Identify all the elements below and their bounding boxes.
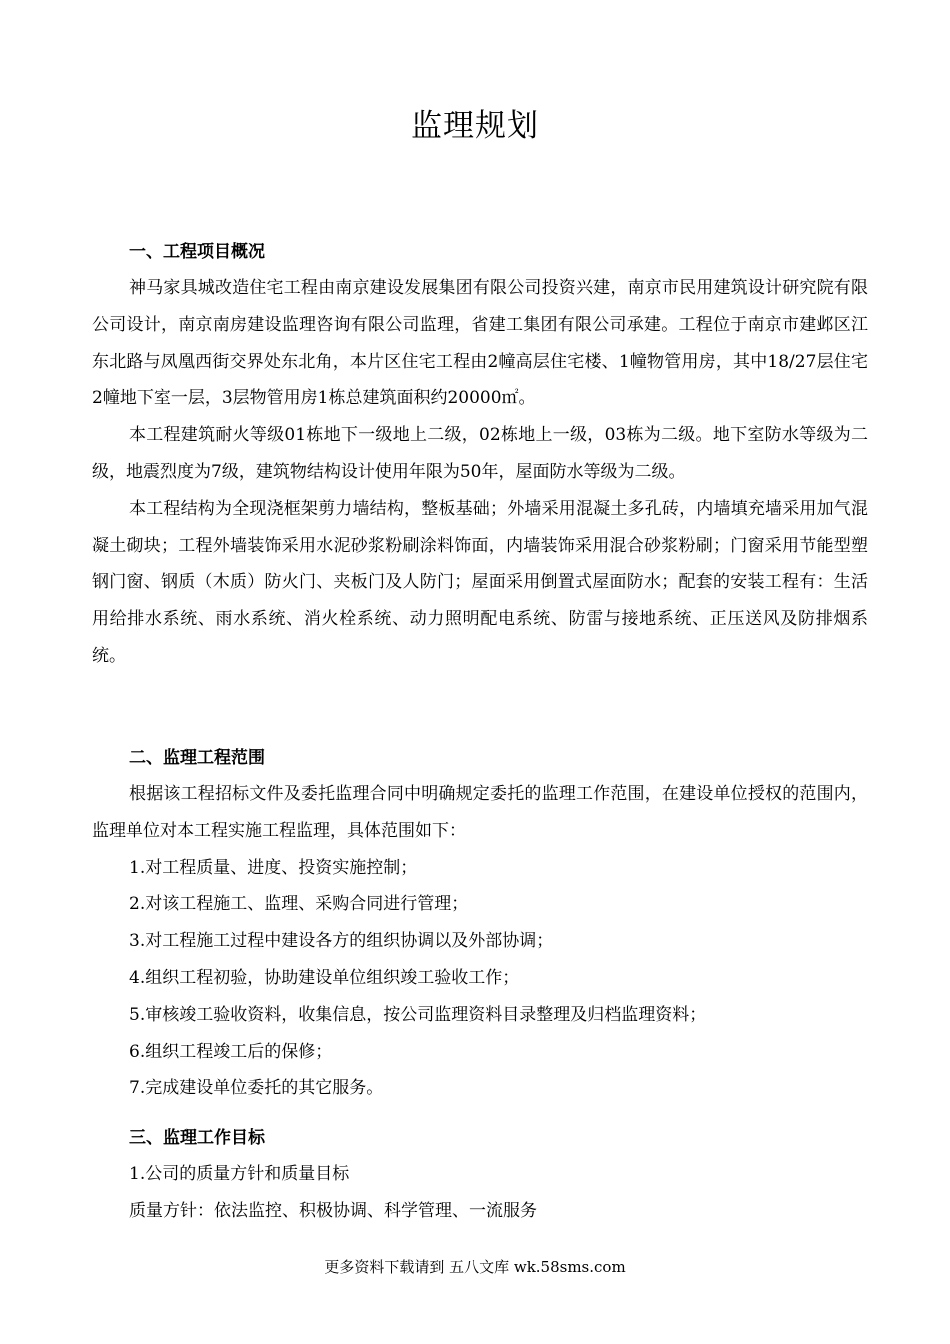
page-title: 监理规划: [411, 108, 539, 144]
paragraph: 根据该工程招标文件及委托监理合同中明确规定委托的监理工作范围，在建设单位授权的范围内，监理单位对本工程实施工程监理，具体范围如下：: [92, 784, 868, 841]
section-heading: 二、监理工程范围: [129, 748, 265, 768]
list-item: 4.组织工程初验，协助建设单位组织竣工验收工作；: [129, 967, 520, 988]
section-project-overview: [92, 234, 868, 675]
list-item: 2.对该工程施工、监理、采购合同进行管理；: [129, 894, 469, 915]
paragraph: 本工程建筑耐火等级01栋地下一级地上二级，02栋地上一级，03栋为二级。地下室防水等级为二级，地震烈度为7级，建筑物结构设计使用年限为50年，屋面防水等级为二级。: [92, 425, 868, 482]
list-item: 1.公司的质量方针和质量目标: [129, 1164, 350, 1184]
list-item: 3.对工程施工过程中建设各方的组织协调以及外部协调；: [129, 931, 554, 952]
list-item: 6.组织工程竣工后的保修；: [129, 1041, 333, 1062]
section-supervision-goals: [92, 1120, 868, 1230]
list-item: 5.审核竣工验收资料，收集信息，按公司监理资料目录整理及归档监理资料；: [129, 1004, 707, 1025]
paragraph: 本工程结构为全现浇框架剪力墙结构，整板基础；外墙采用混凝土多孔砖，内墙填充墙采用加气混凝土砌块；工程外墙装饰采用水泥砂浆粉刷涂料饰面，内墙装饰采用混合砂浆粉刷；门窗采用节能型塑钢门窗、钢质（木质）防火门、夹板门及人防门；屋面采用倒置式屋面防水；配套的安装工程有：生活用给排水系统、雨水系统、消火栓系统、动力照明配电系统、防雷与接地系统、正压送风及防排烟系统。: [92, 498, 868, 666]
section-heading: 三、监理工作目标: [129, 1128, 265, 1148]
section-heading: 一、工程项目概况: [129, 242, 265, 262]
list-item: 质量方针：依法监控、积极协调、科学管理、一流服务: [129, 1200, 537, 1221]
paragraph: 神马家具城改造住宅工程由南京建设发展集团有限公司投资兴建，南京市民用建筑设计研究院有限公司设计，南京南房建设监理咨询有限公司监理，省建工集团有限公司承建。工程位于南京市建邺区江东北路与凤凰西街交界处东北角，本片区住宅工程由2幢高层住宅楼、1幢物管用房，其中18/27层住宅2幢地下室一层，3层物管用房1栋总建筑面积约20000㎡。: [92, 278, 868, 409]
section-supervision-scope: [92, 740, 868, 1107]
footer-download-note: 更多资料下载请到 五八文库 wk.58sms.com: [324, 1258, 626, 1276]
list-item: 7.完成建设单位委托的其它服务。: [129, 1078, 384, 1099]
list-item: 1.对工程质量、进度、投资实施控制；: [129, 857, 418, 878]
